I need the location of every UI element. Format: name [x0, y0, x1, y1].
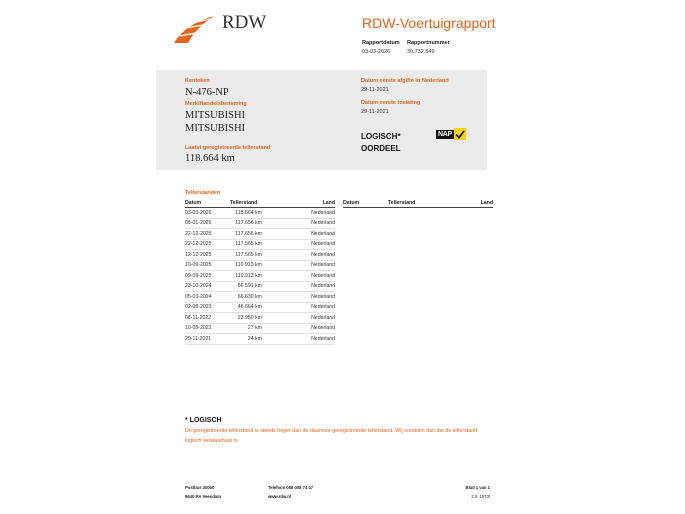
nap-badge-label: NAP: [438, 130, 452, 138]
make-value: MITSUBISHI: [185, 110, 246, 121]
footer-address: [185, 483, 221, 501]
cell-date: 05-03-2024: [185, 292, 230, 303]
vehicle-summary-box: [156, 70, 487, 170]
col-header-country: Land: [420, 199, 493, 208]
table-row: [185, 271, 335, 282]
cell-country: Nederland: [262, 218, 335, 229]
cell-date: 12-12-2025: [185, 250, 230, 261]
odometer-section-title: Tellerstanden: [185, 190, 221, 196]
table-row: [185, 239, 335, 250]
cell-date: 09-09-2025: [185, 271, 230, 282]
col-header-odometer: Tellerstand: [230, 199, 262, 208]
col-header-date: Datum: [185, 199, 230, 208]
table-row: [185, 292, 335, 303]
cell-date: 22-12-2025: [185, 229, 230, 240]
table-header-row: [343, 199, 493, 208]
cell-country: Nederland: [262, 229, 335, 240]
odometer-table-right: [343, 199, 493, 208]
cell-date: 08-11-2022: [185, 313, 230, 324]
cell-country: Nederland: [262, 334, 335, 345]
cell-odometer: 66.630 km: [230, 292, 262, 303]
cell-date: 23-10-2024: [185, 281, 230, 292]
cell-date: 02-08-2023: [185, 302, 230, 313]
footer-version: 2.0. 1b73f: [471, 494, 490, 499]
footnote-text: De geregistreerde tellerstand is steeds hoger dan de daarvoor geregistreerde tellerstand. Wij oordelen dan dat de tellerstand logisch verklaarbaar is.: [185, 428, 478, 444]
report-date-label: Rapportdatum: [362, 40, 400, 46]
footer-page-info: [460, 483, 490, 501]
rdw-logo-icon: [172, 12, 216, 46]
plate-label: Kenteken: [185, 78, 210, 84]
verdict-line-2: OORDEEL: [361, 144, 401, 153]
last-odometer-label: Laatst geregistreerde tellerstand: [185, 145, 271, 151]
cell-date: 03-03-2026: [185, 208, 230, 219]
footer-address-line-2: 9640 RA Veendam: [185, 494, 221, 499]
make-label: Merk/Handelsbenaming: [185, 101, 247, 107]
cell-country: Nederland: [262, 271, 335, 282]
table-row: [185, 334, 335, 345]
cell-date: 22-12-2025: [185, 239, 230, 250]
col-header-date: Datum: [343, 199, 388, 208]
first-admission-label: Datum eerste toelating: [361, 100, 421, 106]
model-value: MITSUBISHI: [185, 123, 246, 134]
footnote-title: * LOGISCH: [185, 417, 222, 424]
cell-date: 29-11-2021: [185, 334, 230, 345]
cell-odometer: 110.913 km: [230, 271, 262, 282]
cell-country: Nederland: [262, 292, 335, 303]
cell-country: Nederland: [262, 239, 335, 250]
cell-country: Nederland: [262, 250, 335, 261]
report-date-block: [362, 39, 400, 57]
odometer-rows: [185, 208, 335, 345]
table-header-row: [185, 199, 335, 208]
cell-odometer: 118.664 km: [230, 208, 262, 219]
report-number-label: Rapportnummer: [407, 40, 450, 46]
table-row: [185, 281, 335, 292]
verdict: [361, 131, 401, 155]
first-issue-nl-value: 29-11-2021: [361, 87, 389, 93]
cell-odometer: 46.664 km: [230, 302, 262, 313]
cell-odometer: 117.565 km: [230, 239, 262, 250]
footer-page: Blad 1 van 1: [465, 485, 490, 490]
plate-value: N-476-NP: [185, 87, 229, 98]
col-header-country: Land: [262, 199, 335, 208]
cell-odometer: 86.591 km: [230, 281, 262, 292]
report-title: RDW-Voertuigrapport: [362, 15, 496, 31]
checkmark-icon: [454, 128, 466, 140]
table-row: [185, 313, 335, 324]
verdict-line-1: LOGISCH*: [361, 132, 401, 141]
table-row: [185, 250, 335, 261]
odometer-table-left: [185, 199, 335, 345]
table-row: [185, 229, 335, 240]
last-odometer-value: 118.664 km: [185, 153, 235, 164]
cell-odometer: 117.656 km: [230, 218, 262, 229]
footer-phone: Telefoon 088 008 74 47: [268, 485, 314, 490]
table-row: [185, 208, 335, 219]
cell-odometer: 27 km: [230, 323, 262, 334]
nap-badge: [436, 128, 466, 140]
footer-website-link[interactable]: www.rdw.nl: [268, 494, 291, 499]
cell-country: Nederland: [262, 323, 335, 334]
report-number: 30.732.549: [407, 49, 435, 55]
cell-odometer: 23.950 km: [230, 313, 262, 324]
brand-name: RDW: [222, 12, 267, 33]
table-row: [185, 302, 335, 313]
cell-country: Nederland: [262, 208, 335, 219]
cell-country: Nederland: [262, 302, 335, 313]
cell-country: Nederland: [262, 313, 335, 324]
footer-contact: [268, 483, 313, 501]
cell-odometer: 24 km: [230, 334, 262, 345]
table-row: [185, 218, 335, 229]
first-issue-nl-label: Datum eerste afgifte in Nederland: [361, 78, 449, 84]
cell-date: 05-01-2026: [185, 218, 230, 229]
report-date: 03-03-2026: [362, 49, 391, 55]
cell-odometer: 117.656 km: [230, 229, 262, 240]
cell-country: Nederland: [262, 281, 335, 292]
table-row: [185, 260, 335, 271]
col-header-odometer: Tellerstand: [388, 199, 420, 208]
cell-country: Nederland: [262, 260, 335, 271]
footer-address-line-1: Postbus 30000: [185, 485, 215, 490]
report-number-block: [407, 39, 450, 57]
first-admission-value: 29-11-2021: [361, 109, 389, 115]
cell-odometer: 110.913 km: [230, 260, 262, 271]
cell-odometer: 117.565 km: [230, 250, 262, 261]
cell-date: 10-09-2025: [185, 260, 230, 271]
table-row: [185, 323, 335, 334]
cell-date: 10-05-2022: [185, 323, 230, 334]
